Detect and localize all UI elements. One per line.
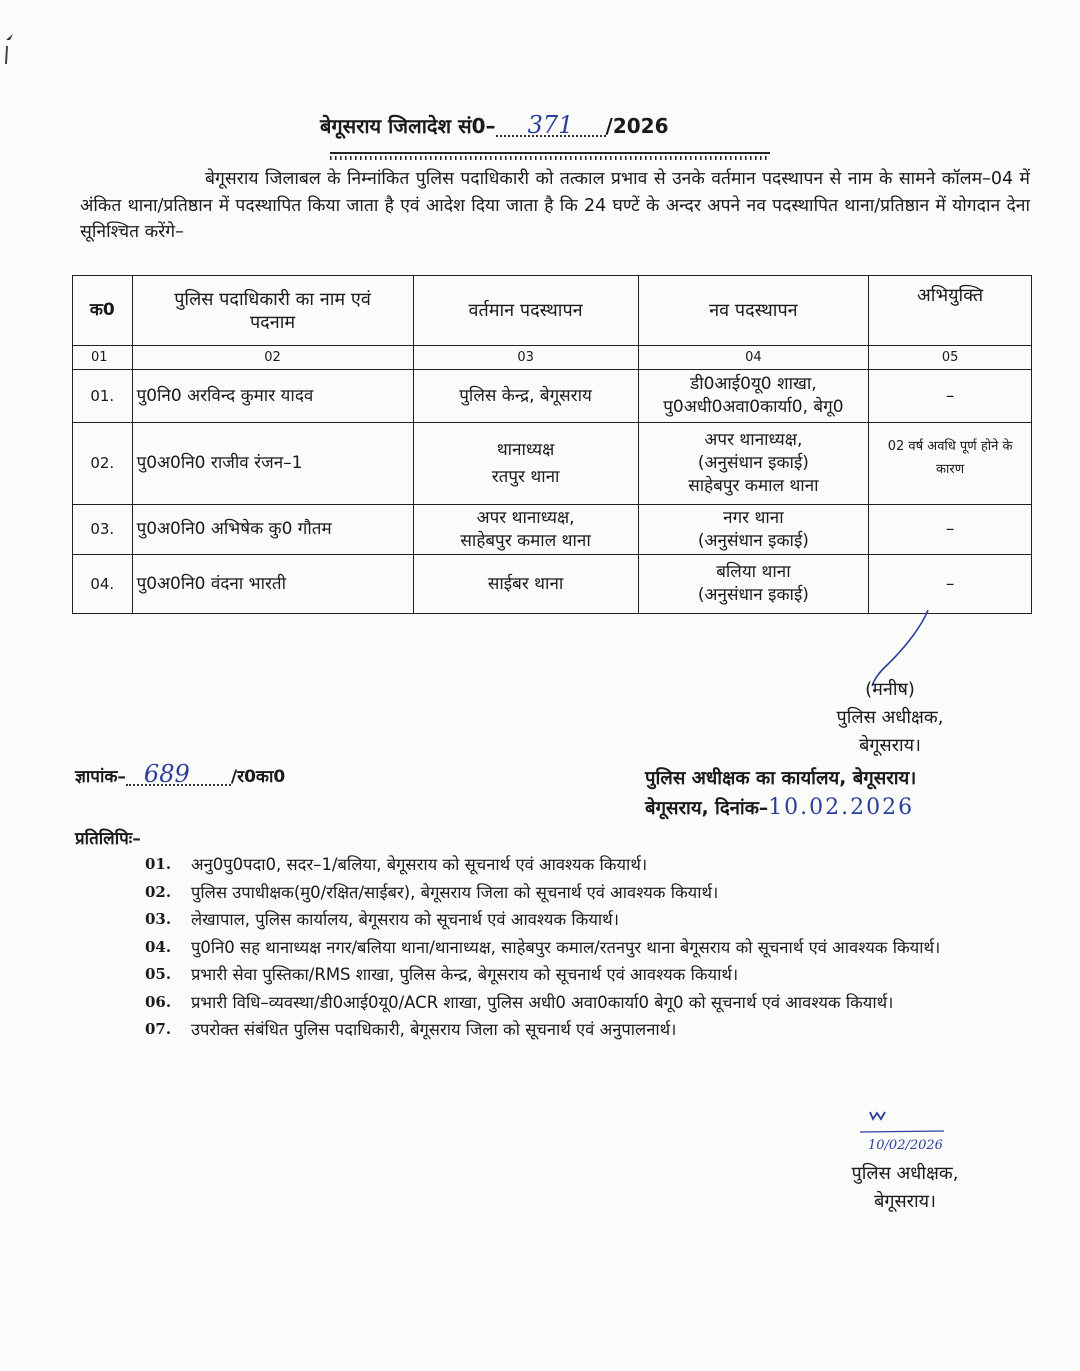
current-posting [413,555,638,614]
row-serial: 02. [73,423,133,505]
signatory-designation-2: पुलिस अधीक्षक, [851,1163,959,1184]
remark: 02 वर्ष अवधि पूर्ण होने के कारण [869,423,1032,505]
row-serial: 04. [73,555,133,614]
remark: – [869,370,1032,423]
initials-block [860,1102,970,1162]
copy-text: प्रभारी सेवा पुस्तिका/RMS शाखा, पुलिस केन्द्र, बेगूसराय को सूचनार्थ एवं आवश्यक कियार्थ। [191,965,739,984]
copy-text: पु0नि0 सह थानाध्यक्ष नगर/बलिया थाना/थानाध्यक्ष, साहेबपुर कमाल/रतनपुर थाना बेगूसराय को सूचनार्थ एवं आवश्यक कियार्थ। [191,937,941,957]
copy-number: 02. [145,882,172,901]
copies-label: प्रतिलिपिः– [75,829,141,849]
new-posting-line: (अनुसंधान इकाई) [697,585,809,605]
column-number: 04 [638,346,869,370]
header-remarks: अभियुक्ति [869,276,1032,346]
current-posting [413,423,638,505]
copy-text: अनु0पु0पदा0, सदर–1/बलिया, बेगूसराय को सूचनार्थ एवं आवश्यक कियार्थ। [191,855,648,874]
officer-name: पु0अ0नि0 अभिषेक कु0 गौतम [132,505,413,555]
pen-mark-decoration [4,28,14,68]
memo-label: ज्ञापांक– [75,767,126,787]
memo-number: 689 [126,764,231,786]
column-number: 01 [73,346,133,370]
remark: – [869,505,1032,555]
copies-list [145,851,1030,1044]
posting-table [72,275,1032,614]
remark: – [869,555,1032,614]
issue-date: 10.02.2026 [768,795,915,820]
initials-mark [860,1102,970,1142]
signatory-place: बेगूसराय। [859,735,921,756]
copy-number: 07. [145,1020,172,1038]
copy-text: उपरोक्त संबंधित पुलिस पदाधिकारी, बेगूसराय जिला को सूचनार्थ एवं अनुपालनार्थ। [191,1020,677,1039]
new-posting-line: नगर थाना [723,507,784,528]
intro-paragraph: बेगूसराय जिलाबल के निम्नांकित पुलिस पदाधिकारी को तत्काल प्रभाव से उनके वर्तमान पदस्थापन से नाम के सामने कॉलम–04 में अंकित थाना/प्रतिष्ठान में पदस्थापित किया जाता है एवं आदेश दिया जाता है कि 24 घण्टें के अन्दर अपने नव पदस्थापित थाना/प्रतिष्ठान में योगदान देना सूनिश्चित करेंगे– [80,169,1030,242]
signatory-block [790,676,990,760]
copy-item [145,879,1030,907]
memo-suffix: /र0का0 [230,767,286,787]
memo-number-line [75,760,286,788]
copy-text: पुलिस उपाधीक्षक(मु0/रक्षित/साईबर), बेगूसराय जिला को सूचनार्थ एवं आवश्यक कियार्थ। [191,882,719,902]
office-date-line [645,793,916,823]
column-number: 05 [869,346,1032,370]
new-posting [638,555,869,614]
new-posting [638,370,869,423]
current-posting-line: साईबर थाना [487,573,564,594]
copy-text: प्रभारी विधि–व्यवस्था/डी0आई0यू0/ACR शाखा, पुलिस अधी0 अवा0कार्या0 बेगू0 को सूचनार्थ एवं आवश्यक कियार्थ। [191,992,894,1012]
office-name: पुलिस अधीक्षक का कार्यालय, बेगूसराय। [645,768,917,789]
date-label: बेगूसराय, दिनांक– [645,798,769,819]
current-posting-line: थानाध्यक्ष [496,439,555,460]
column-number: 02 [132,346,413,370]
copy-item [145,906,1030,934]
current-posting-line: पुलिस केन्द्र, बेगूसराय [459,385,592,406]
current-posting [413,505,638,555]
order-number: 371 [496,115,606,137]
new-posting-line: बलिया थाना [716,562,791,582]
signatory-designation: पुलिस अधीक्षक, [836,707,944,728]
initials-date: 10/02/2026 [868,1138,943,1153]
officer-name: पु0अ0नि0 राजीव रंजन–1 [132,423,413,505]
copy-number: 05. [145,965,172,983]
copy-item [145,1016,1030,1044]
header-serial: क0 [73,276,133,346]
new-posting-line: पु0अधी0अवा0कार्या0, बेगू0 [663,397,844,417]
new-posting [638,423,869,505]
office-block [645,764,916,823]
copy-number: 01. [145,855,172,873]
table-header-row [73,276,1032,346]
new-posting-line: साहेबपुर कमाल थाना [688,476,819,496]
officer-name: पु0अ0नि0 वंदना भारती [132,555,413,614]
order-title [320,112,780,139]
header-current-posting: वर्तमान पदस्थापन [413,276,638,346]
copy-item [145,989,1030,1017]
current-posting-line: साहेबपुर कमाल थाना [460,530,591,551]
copy-number: 06. [145,992,172,1011]
row-serial: 03. [73,505,133,555]
copy-item [145,961,1030,989]
signatory-block-2 [820,1160,990,1216]
column-number: 03 [413,346,638,370]
header-officer-name: पुलिस पदाधिकारी का नाम एवं पदनाम [132,276,413,346]
copy-number: 04. [145,937,172,956]
copy-number: 03. [145,910,172,928]
row-serial: 01. [73,370,133,423]
copy-item [145,934,1030,962]
table-row [73,555,1032,614]
title-underline [330,152,770,160]
table-row [73,505,1032,555]
order-title-suffix: /2026 [605,114,669,138]
new-posting-line: अपर थानाध्यक्ष, [704,430,803,450]
copy-text: लेखापाल, पुलिस कार्यालय, बेगूसराय को सूचनार्थ एवं आवश्यक कियार्थ। [191,910,619,929]
current-posting [413,370,638,423]
new-posting-line: (अनुसंधान इकाई) [697,530,809,551]
order-title-prefix: बेगूसराय जिलादेश सं0– [320,114,496,138]
table-row [73,370,1032,423]
column-number-row [73,346,1032,370]
officer-name: पु0नि0 अरविन्द कुमार यादव [132,370,413,423]
new-posting-line: डी0आई0यू0 शाखा, [690,374,817,394]
signatory-place-2: बेगूसराय। [874,1191,936,1212]
new-posting-line: (अनुसंधान इकाई) [697,453,809,473]
table-row [73,423,1032,505]
copy-item [145,851,1030,879]
signatory-name: (मनीष) [865,679,915,700]
current-posting-line: रतपुर थाना [491,466,560,487]
new-posting [638,505,869,555]
header-new-posting: नव पदस्थापन [638,276,869,346]
current-posting-line: अपर थानाध्यक्ष, [476,507,575,528]
